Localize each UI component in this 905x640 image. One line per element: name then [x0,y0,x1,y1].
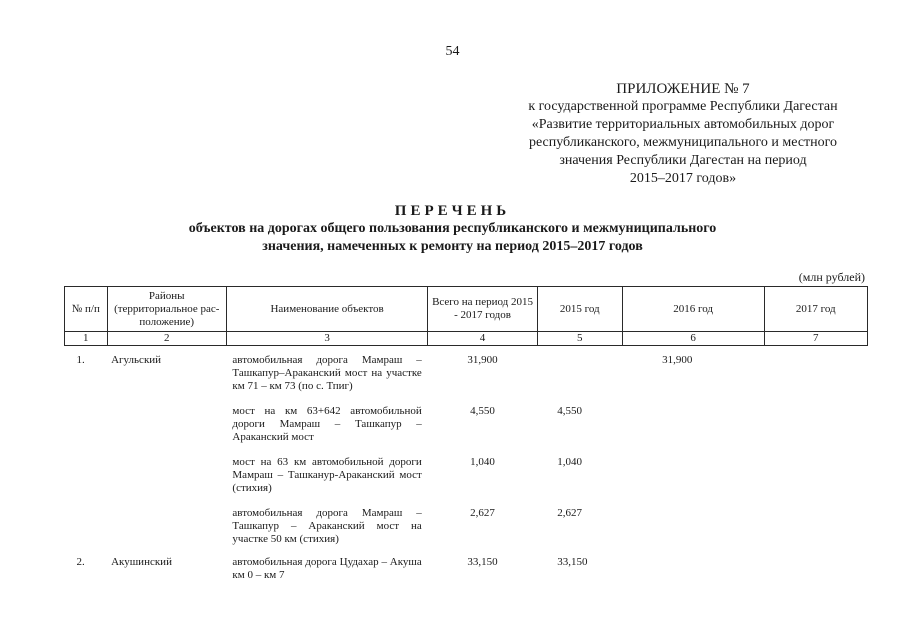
table-row [65,405,868,456]
appendix-line: «Развитие территориальных автомобильных дорог [531,117,835,132]
cell-district: Акушинский [111,556,172,568]
title-line: объектов на дорогах общего пользования республиканского и межмуниципального [188,221,717,236]
cell-2015: 4,550 [557,405,583,417]
table-row [65,507,868,548]
cell-2016 [622,556,764,590]
appendix-line: значения Республики Дагестан на период [559,153,807,168]
cell-2016: 31,900 [662,354,693,366]
column-number: 5 [537,332,622,346]
cell-2017 [764,556,867,590]
column-number: 2 [107,332,226,346]
cell-object: автомобильная дорога Цудахар – Акуша км 0 – км 7 [232,556,422,581]
spacer-row [65,346,868,355]
column-number-row [65,332,868,346]
table-header-row [65,287,868,332]
spacer-row [65,548,868,556]
cell-num: 2. [76,556,85,568]
cell-object: мост на км 63+642 автомобильной дороги Мамраш – Ташкапур – Араканский мост [232,405,422,443]
cell-object: автомобильная дорога Мамраш – Ташкапур–Араканский мост на участке км 71 – км 73 (по с. Тпиг) [232,354,422,392]
cell-2016 [622,456,764,507]
cell-total: 31,900 [467,354,498,366]
appendix-header [493,80,873,188]
appendix-line: к государственной программе Республики Дагестан [528,99,838,114]
column-number: 7 [764,332,867,346]
cell-object: автомобильная дорога Мамраш – Ташкапур – Араканский мост на участке 50 км (стихия) [232,507,422,545]
title-main: ПЕРЕЧЕНЬ [394,203,511,219]
appendix-line: 2015–2017 годов» [629,171,737,186]
column-number: 4 [428,332,537,346]
table-row [65,456,868,507]
header-num: № п/п [65,287,108,332]
cell-total: 2,627 [470,507,495,519]
header-total: Всего на период 2015 - 2017 годов [428,287,537,332]
cell-2015: 1,040 [557,456,583,468]
cell-total: 4,550 [470,405,495,417]
column-number: 3 [226,332,427,346]
header-district: Районы (территориальное рас-положение) [107,287,226,332]
cell-district: Агульский [111,354,162,366]
table-row [65,556,868,590]
appendix-title: ПРИЛОЖЕНИЕ № 7 [616,81,750,97]
header-2015: 2015 год [537,287,622,332]
appendix-line: республиканского, межмуниципального и местного [528,135,838,150]
cell-num [65,456,108,507]
cell-district [107,405,226,456]
header-2017: 2017 год [764,287,867,332]
cell-district [107,507,226,548]
column-number: 6 [622,332,764,346]
cell-2017 [764,456,867,507]
cell-total: 1,040 [470,456,495,468]
cell-2017 [764,507,867,548]
column-number: 1 [65,332,108,346]
title-line: значения, намеченных к ремонту на период 2015–2017 годов [262,239,643,254]
cell-2015 [537,354,622,405]
header-object: Наименование объектов [226,287,427,332]
cell-2017 [764,354,867,405]
cell-num: 1. [76,354,85,366]
cell-num [65,405,108,456]
cell-num [65,507,108,548]
page-number: 54 [445,44,460,59]
table-row [65,354,868,405]
cell-total: 33,150 [467,556,498,568]
cell-object: мост на 63 км автомобильной дороги Мамраш – Ташканур-Араканский мост (стихия) [232,456,422,494]
cell-2015: 33,150 [557,556,588,568]
cell-district [107,456,226,507]
unit-label: (млн рублей) [798,270,865,284]
cell-2017 [764,405,867,456]
objects-table [64,286,868,590]
document-title [0,202,905,256]
cell-2016 [622,405,764,456]
cell-2016 [622,507,764,548]
cell-2015: 2,627 [557,507,583,519]
header-2016: 2016 год [622,287,764,332]
